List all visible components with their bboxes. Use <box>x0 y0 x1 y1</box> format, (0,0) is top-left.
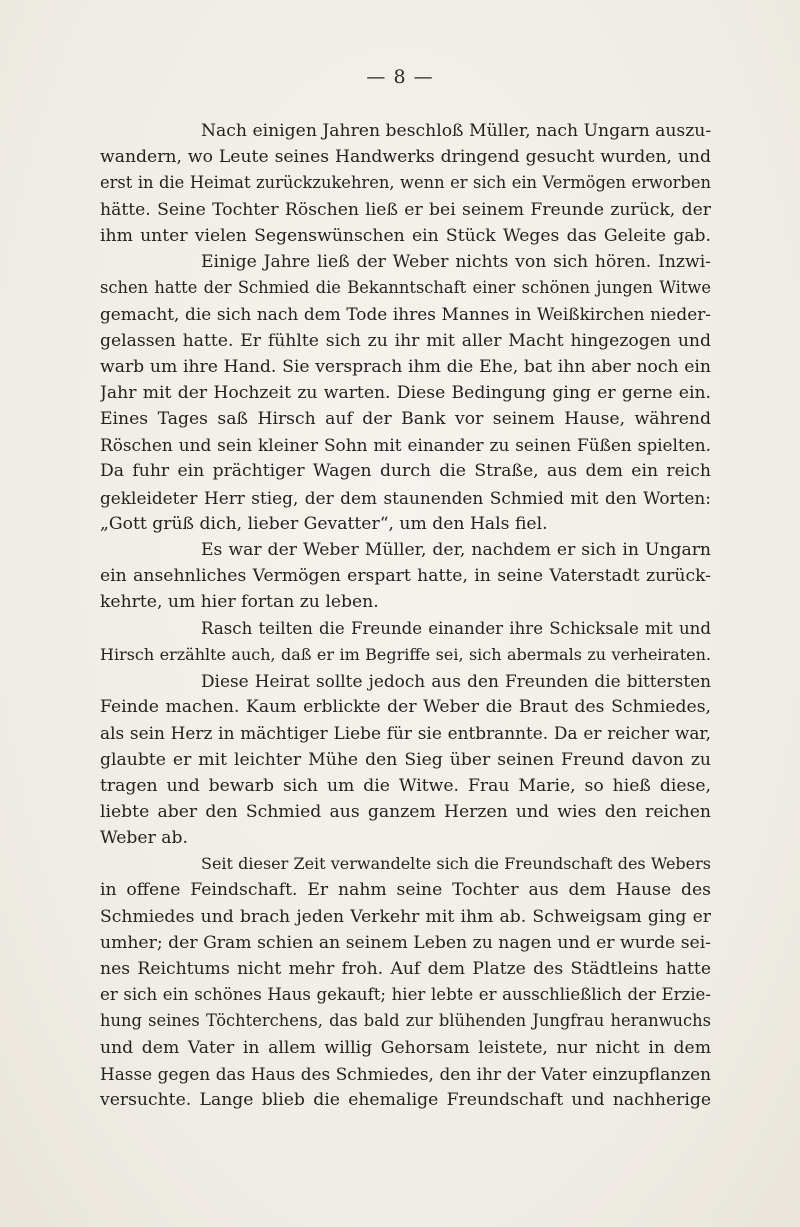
text-line: hung seines Töchterchens, das bald zur blühenden Jungfrau heranwuchs <box>100 1011 711 1031</box>
text-line: gemacht, die sich nach dem Tode ihres Mannes in Weißkirchen nieder- <box>100 304 711 325</box>
text-line: Jahr mit der Hochzeit zu warten. Diese Bedingung ging er gerne ein. <box>100 382 711 403</box>
text-line: Seit dieser Zeit verwandelte sich die Freundschaft des Webers <box>201 854 711 874</box>
text-line: als sein Herz in mächtiger Liebe für sie entbrannte. Da er reicher war, <box>100 723 711 744</box>
text-line: gekleideter Herr stieg, der dem staunenden Schmied mit den Worten: <box>100 487 711 508</box>
text-line: umher; der Gram schien an seinem Leben zu nagen und er wurde sei- <box>100 932 711 953</box>
text-line: Hasse gegen das Haus des Schmiedes, den ihr der Vater einzupflanzen <box>100 1063 711 1084</box>
text-line: „Gott grüß dich, lieber Gevatter“, um den Hals fiel. <box>100 513 548 534</box>
text-line: Feinde machen. Kaum erblickte der Weber die Braut des Schmiedes, <box>100 697 711 718</box>
text-line: hätte. Seine Tochter Röschen ließ er bei seinem Freunde zurück, der <box>100 199 711 220</box>
text-line: er sich ein schönes Haus gekauft; hier lebte er ausschließlich der Erzie- <box>100 985 711 1005</box>
page-number: — 8 — <box>366 66 434 88</box>
text-line: erst in die Heimat zurückzukehren, wenn er sich ein Vermögen erworben <box>100 173 711 193</box>
text-line: Es war der Weber Müller, der, nachdem er sich in Ungarn <box>201 540 711 560</box>
text-line: Einige Jahre ließ der Weber nichts von sich hören. Inzwi- <box>201 251 711 272</box>
text-line: ein ansehnliches Vermögen erspart hatte, in seine Vaterstadt zurück- <box>100 566 711 587</box>
text-line: ihm unter vielen Segenswünschen ein Stück Weges das Geleite gab. <box>100 225 711 246</box>
text-line: Hirsch erzählte auch, daß er im Begriffe sei, sich abermals zu verheiraten. <box>100 644 711 664</box>
text-line: kehrte, um hier fortan zu leben. <box>100 592 379 613</box>
text-line: nes Reichtums nicht mehr froh. Auf dem Platze des Städtleins hatte <box>100 959 711 979</box>
text-line: Eines Tages saß Hirsch auf der Bank vor seinem Hause, während <box>100 409 711 430</box>
body-text <box>100 118 711 1113</box>
text-line: schen hatte der Schmied die Bekanntschaft einer schönen jungen Witwe <box>100 278 711 298</box>
text-line: Rasch teilten die Freunde einander ihre Schicksale mit und <box>201 618 711 638</box>
text-line: wandern, wo Leute seines Handwerks dringend gesucht wurden, und <box>100 147 711 168</box>
text-line: tragen und bewarb sich um die Witwe. Frau Marie, so hieß diese, <box>100 775 711 796</box>
text-line: Schmiedes und brach jeden Verkehr mit ihm ab. Schweigsam ging er <box>100 906 711 927</box>
text-line: Nach einigen Jahren beschloß Müller, nach Ungarn auszu- <box>201 121 711 141</box>
text-line: Diese Heirat sollte jedoch aus den Freunden die bittersten <box>201 670 711 691</box>
text-line: gelassen hatte. Er fühlte sich zu ihr mit aller Macht hingezogen und <box>100 330 711 351</box>
text-line: in offene Feindschaft. Er nahm seine Tochter aus dem Hause des <box>100 880 711 901</box>
text-line: Röschen und sein kleiner Sohn mit einander zu seinen Füßen spielten. <box>100 435 711 456</box>
text-line: liebte aber den Schmied aus ganzem Herzen und wies den reichen <box>100 801 711 822</box>
text-line: glaubte er mit leichter Mühe den Sieg über seinen Freund davon zu <box>100 749 711 770</box>
text-line: warb um ihre Hand. Sie versprach ihm die Ehe, bat ihn aber noch ein <box>100 356 711 377</box>
text-line: und dem Vater in allem willig Gehorsam leistete, nur nicht in dem <box>100 1037 711 1058</box>
text-line: versuchte. Lange blieb die ehemalige Freundschaft und nachherige <box>100 1089 711 1110</box>
text-line: Weber ab. <box>100 828 189 849</box>
text-line: Da fuhr ein prächtiger Wagen durch die Straße, aus dem ein reich <box>100 461 711 482</box>
